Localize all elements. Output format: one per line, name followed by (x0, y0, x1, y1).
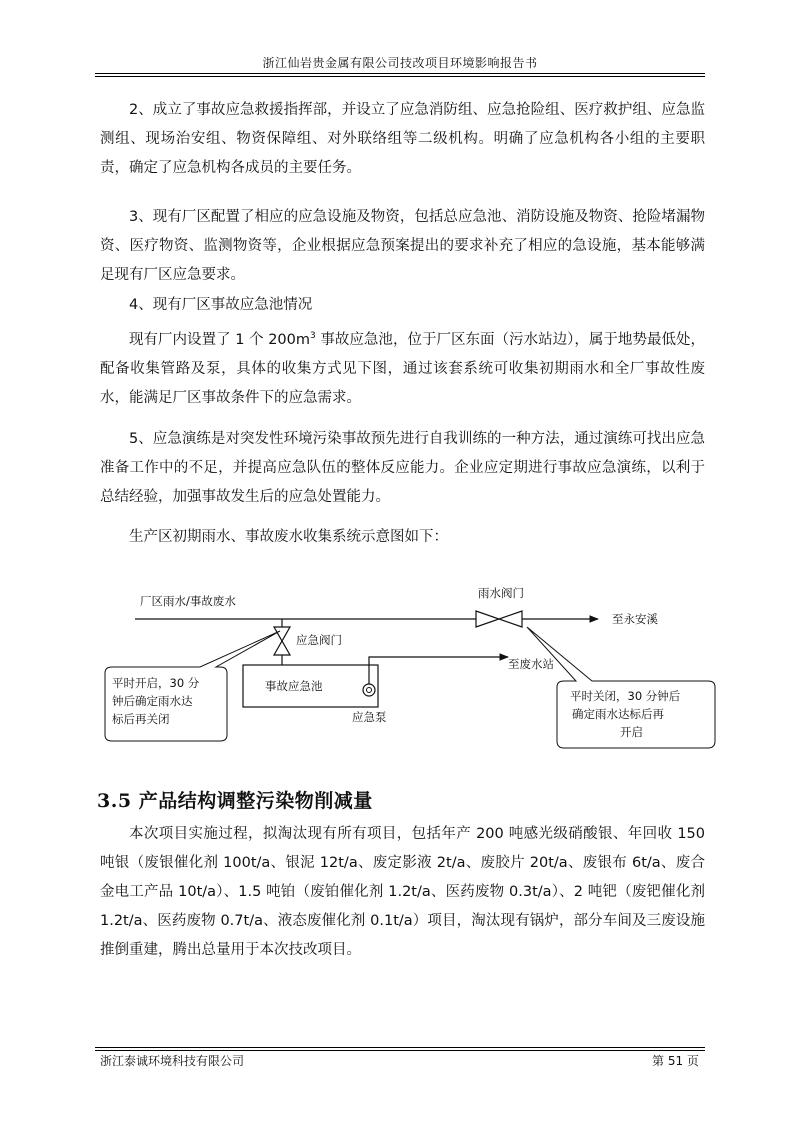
header-rule (95, 73, 705, 74)
paragraph-text-part: 现有厂内设置了 1 个 200m (129, 332, 311, 348)
footer-rule (95, 1047, 705, 1048)
paragraph-command-structure (100, 96, 705, 183)
collection-system-diagram (90, 575, 720, 755)
callout-right-line-3: 开启 (620, 725, 643, 739)
emergency-valve-icon (274, 627, 290, 655)
rain-valve-icon (476, 611, 522, 627)
callout-left-line-1: 平时开启，30 分 (112, 676, 200, 690)
outflow-label: 至永安溪 (612, 612, 658, 626)
paragraph-text (100, 326, 705, 413)
callout-right-line-1: 平时关闭，30 分钟后 (570, 689, 681, 703)
paragraph-text-part: 事故应急池，位于厂区东面（污水站边），属于地势最低处，配备收集管路及泵，具体的收集方式见下图，通过该套系统可收集初期雨水和全厂事故性废水，能满足厂区事故条件下的应急需求。 (100, 332, 705, 406)
inflow-label: 厂区雨水/事故废水 (140, 594, 236, 608)
pump-icon (363, 684, 375, 696)
callout-left-line-3: 标后再关闭 (112, 712, 170, 726)
page-header: 浙江仙岩贵金属有限公司技改项目环境影响报告书 (262, 56, 538, 70)
section-number: 3.5 (97, 790, 132, 812)
pump-label: 应急泵 (352, 710, 387, 724)
pool-label: 事故应急池 (265, 679, 323, 693)
page-number: 第 51 页 (652, 1054, 699, 1068)
paragraph-pool-description (100, 326, 705, 413)
pump-outlet-pipe (369, 657, 508, 684)
paragraph-text: 5、应急演练是对突发性环境污染事故预先进行自我训练的一种方法，通过演练可找出应急准备工作中的不足，并提高应急队伍的整体反应能力。企业应定期进行事故应急演练，以利于总结经验，加强事故发生后的应急处置能力。 (100, 431, 705, 505)
paragraph-text: 2、成立了事故应急救援指挥部，并设立了应急消防组、应急抢险组、医疗救护组、应急监测组、现场治安组、物资保障组、对外联络组等二级机构。明确了应急机构各小组的主要职责，确定了应急机构各成员的主要任务。 (100, 102, 705, 176)
paragraph-text: 本次项目实施过程，拟淘汰现有所有项目，包括年产 200 吨感光级硝酸银、年回收 150 吨银（废银催化剂 100t/a、银泥 12t/a、废定影液 2t/a、废胶片 20t/a、废银布 6t/a、废合金电工产品 10t/a）、1.5 吨铂（废铂催化剂 1.2t/a、医药废物 0.3t/a）、2 吨钯（废钯催化剂 1.2t/a、医药废物 0.7t/a、液态废催化剂 0.1t/a）项目，淘汰现有锅炉，部分车间及三废设施推倒重建，腾出总量用于本次技改项目。 (100, 826, 705, 958)
callout-right-line-2: 确定雨水达标后再 (572, 707, 664, 721)
footer-company: 浙江泰诚环境科技有限公司 (100, 1054, 245, 1068)
section-heading (97, 786, 373, 813)
section-title: 产品结构调整污染物削减量 (138, 790, 373, 812)
paragraph-text: 4、现有厂区事故应急池情况 (129, 297, 313, 313)
callout-left-line-2: 钟后确定雨水达 (112, 694, 193, 708)
paragraph-text: 生产区初期雨水、事故废水收集系统示意图如下： (129, 529, 448, 545)
paragraph-diagram-intro (100, 523, 705, 552)
paragraph-emergency-facilities (100, 203, 705, 290)
paragraph-section-body (100, 820, 705, 965)
footer-rule-double (95, 1050, 705, 1051)
superscript-3: 3 (310, 331, 316, 342)
to-wastewater-label: 至废水站 (508, 657, 554, 671)
emergency-valve-label: 应急阀门 (296, 633, 342, 647)
paragraph-drills (100, 425, 705, 512)
paragraph-pool-heading (100, 291, 705, 320)
paragraph-text: 3、现有厂区配置了相应的应急设施及物资，包括总应急池、消防设施及物资、抢险堵漏物资、医疗物资、监测物资等，企业根据应急预案提出的要求补充了相应的急设施，基本能够满足现有厂区应急要求。 (100, 209, 705, 283)
rain-valve-label: 雨水阀门 (478, 586, 524, 600)
header-rule-double (95, 76, 705, 77)
